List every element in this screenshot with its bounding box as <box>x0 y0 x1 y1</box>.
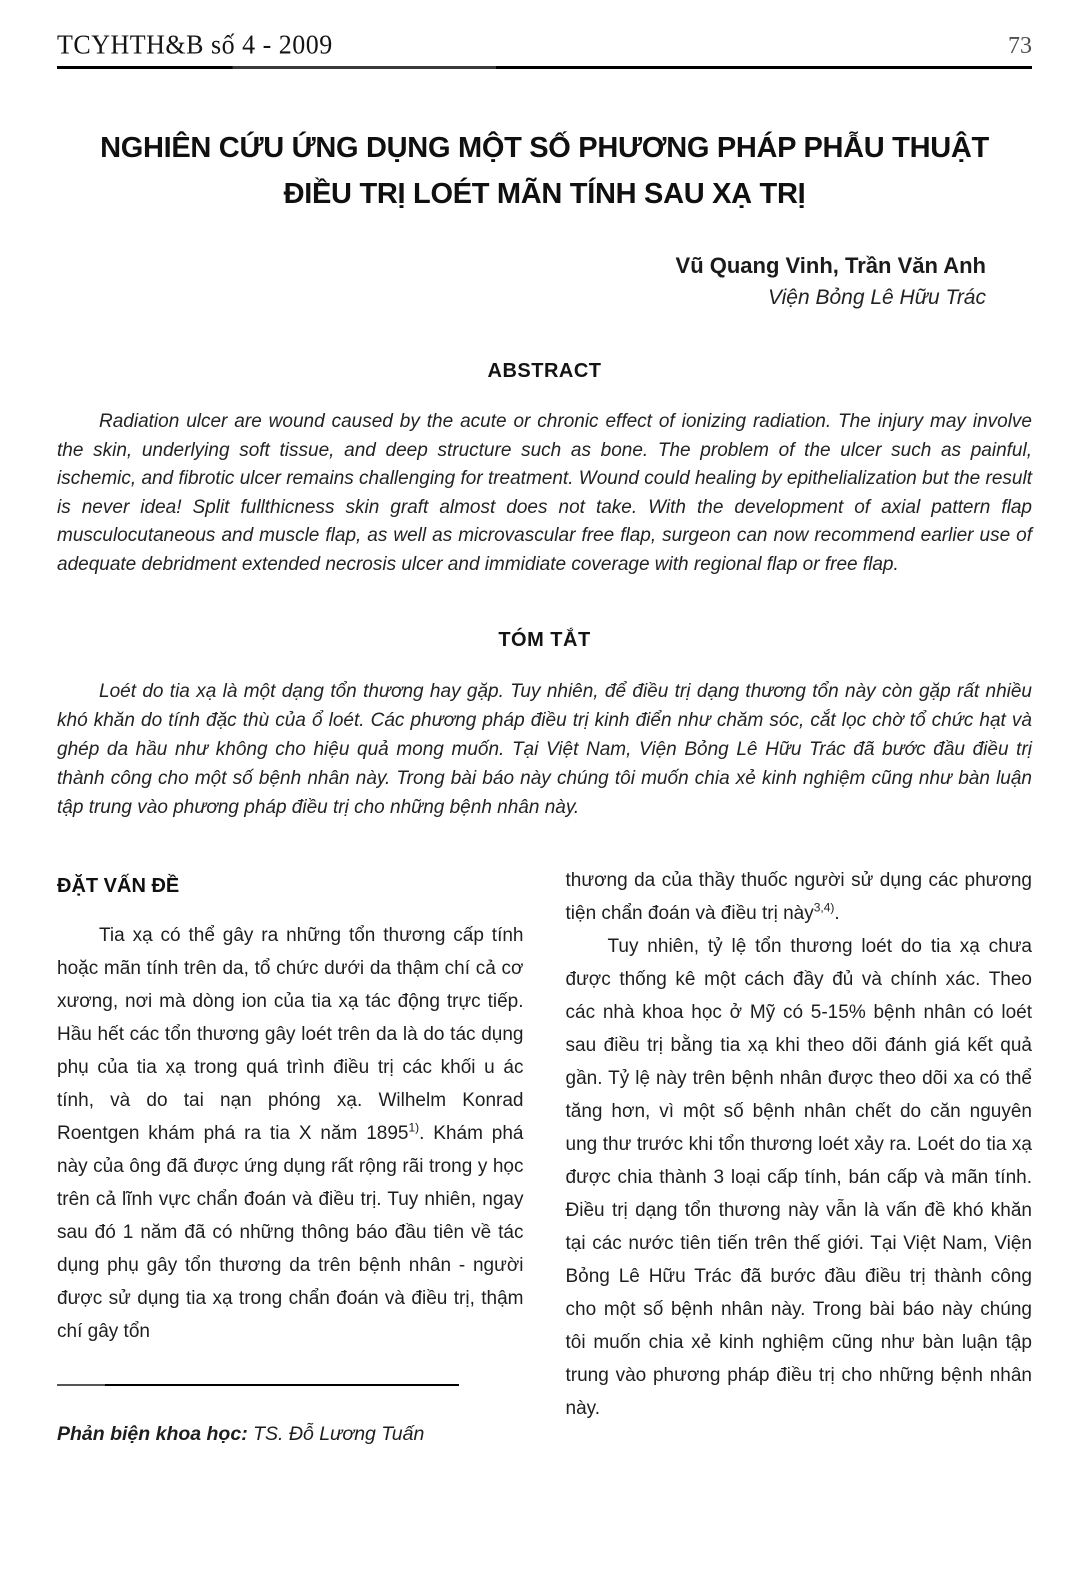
footnote-rule <box>57 1384 459 1386</box>
tomtat-heading: TÓM TẮT <box>498 629 591 651</box>
footnote-text <box>57 1418 524 1451</box>
author-names: Vũ Quang Vinh, Trần Văn Anh <box>675 253 986 278</box>
section-heading-dat-van-de: ĐẶT VẤN ĐỀ <box>57 875 180 897</box>
article-title-line1: NGHIÊN CỨU ỨNG DỤNG MỘT SỐ PHƯƠNG PHÁP PHẪU THUẬT <box>100 132 989 164</box>
footnote-reviewer-name: TS. Đỗ Lương Tuấn <box>247 1423 425 1445</box>
running-head <box>57 30 1032 60</box>
right-column <box>566 864 1033 1451</box>
abstract-paragraph: Radiation ulcer are wound caused by the acute or chronic effect of ionizing radiation. The injury may involve the skin, underlying soft tissue, and deep structure such as bone. The problem of the ulcer such as painful, ischemic, and fibrotic ulcer remains challenging for treatment. Wound could healing by epithelialization but the result is never idea! Split fullthicness skin graft almost does not take. With the development of axial pattern flap musculocutaneous and muscle flap, as well as microvascular free flap, surgeon can now recommend earlier use of adequate debridment extended necrosis ulcer and immidiate coverage with regional flap or free flap. <box>57 411 1032 575</box>
authors-block <box>57 253 1032 310</box>
footnote-label: Phản biện khoa học: <box>57 1423 248 1445</box>
article-title-line2: ĐIỀU TRỊ LOÉT MÃN TÍNH SAU XẠ TRỊ <box>283 178 806 210</box>
page-number: 73 <box>1008 33 1032 59</box>
two-column-body <box>57 864 1032 1451</box>
left-column <box>57 864 524 1451</box>
header-rule <box>57 66 1032 69</box>
journal-reference: TCYHTH&B số 4 - 2009 <box>57 29 333 60</box>
author-affiliation: Viện Bỏng Lê Hữu Trác <box>768 286 986 309</box>
right-column-paragraph-1: thương da của thầy thuốc người sử dụng các phương tiện chẩn đoán và điều trị này$^{3,4)}$. <box>565 870 1032 924</box>
abstract-heading: ABSTRACT <box>487 360 602 382</box>
tomtat-paragraph: Loét do tia xạ là một dạng tổn thương hay gặp. Tuy nhiên, để điều trị dạng thương tổn này còn gặp rất nhiều khó khăn do tính đặc thù của ổ loét. Các phương pháp điều trị kinh điển như chăm sóc, cắt lọc chờ tổ chức hạt và ghép da hầu như không cho hiệu quả mong muốn. Tại Việt Nam, Viện Bỏng Lê Hữu Trác đã bước đầu điều trị thành công cho một số bệnh nhân này. Trong bài báo này chúng tôi muốn chia xẻ kinh nghiệm cũng như bàn luận tập trung vào phương pháp điều trị cho những bệnh nhân này. <box>57 681 1032 818</box>
left-column-paragraph: Tia xạ có thể gây ra những tổn thương cấp tính hoặc mãn tính trên da, tổ chức dưới da thậm chí cả cơ xương, nơi mà dòng ion của tia xạ tác động trực tiếp. Hầu hết các tổn thương gây loét trên da là do tác dụng phụ của tia xạ trong quá trình điều trị các khối u ác tính, và do tai nạn phóng xạ. Wilhelm Konrad Roentgen khám phá ra tia X năm 1895$^{1)}$. Khám phá này của ông đã được ứng dụng rất rộng rãi trong y học trên cả lĩnh vực chẩn đoán và điều trị. Tuy nhiên, ngay sau đó 1 năm đã có những thông báo đầu tiên về tác dụng phụ gây tổn thương da trên bệnh nhân - người được sử dụng tia xạ trong chẩn đoán và điều trị, thậm chí gây tổn <box>57 925 524 1342</box>
right-column-paragraph-2: Tuy nhiên, tỷ lệ tổn thương loét do tia xạ chưa được thống kê một cách đầy đủ và chính xác. Theo các nhà khoa học ở Mỹ có 5-15% bệnh nhân có loét sau điều trị bằng tia xạ khi theo dõi đánh giá kết quả gần. Tỷ lệ này trên bệnh nhân được theo dõi xa có thể tăng hơn, vì một số bệnh nhân chết do căn nguyên ung thư trước khi tổn thương loét xảy ra. Loét do tia xạ được chia thành 3 loại cấp tính, bán cấp và mãn tính. Điều trị dạng tổn thương này vẫn là vấn đề khó khăn tại các nước tiên tiến trên thế giới. Tại Việt Nam, Viện Bỏng Lê Hữu Trác đã bước đầu điều trị thành công cho một số bệnh nhân này. Trong bài báo này chúng tôi muốn chia xẻ kinh nghiệm cũng như bàn luận tập trung vào phương pháp điều trị cho những bệnh nhân này. <box>565 936 1032 1419</box>
footnote-block <box>57 1384 524 1451</box>
article-title <box>57 125 1032 217</box>
